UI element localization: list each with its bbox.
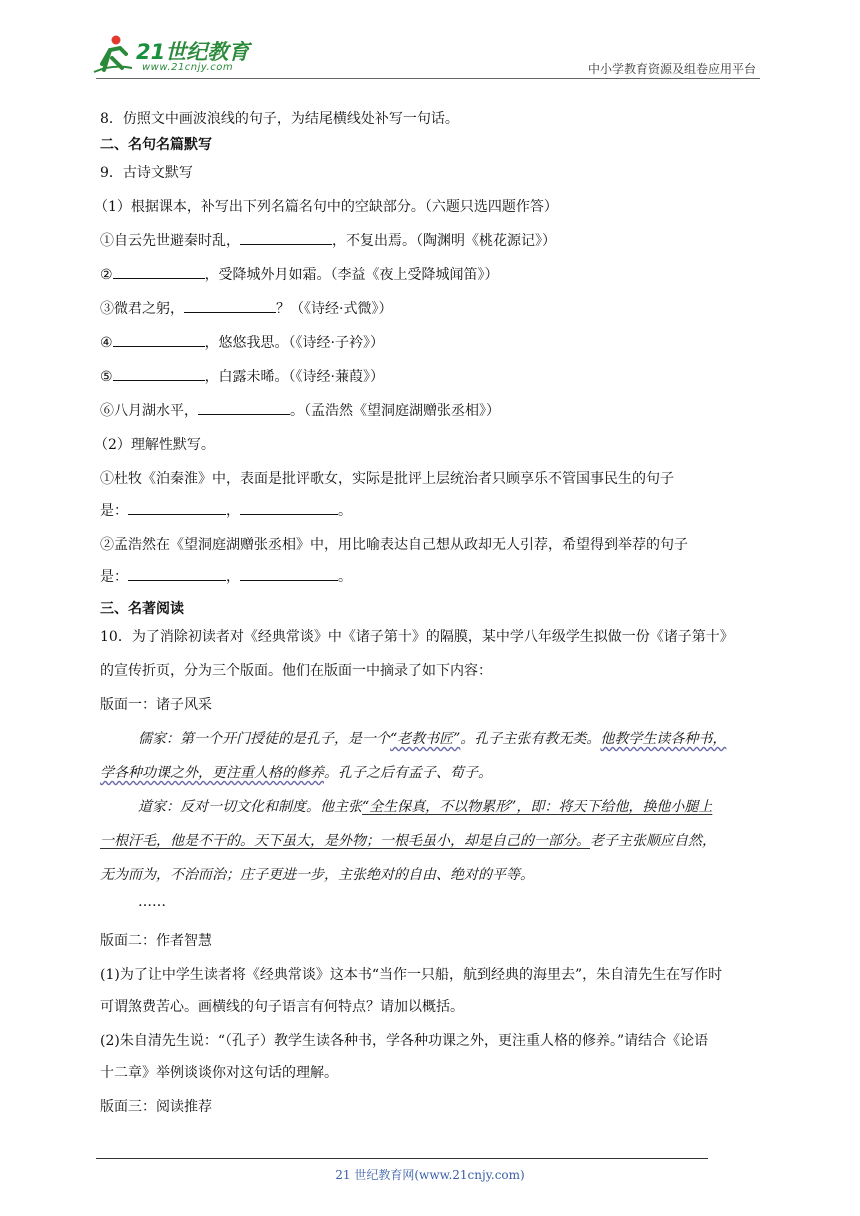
wavy-underlined-text: 他教学生读各种书， [600,731,727,747]
poem-1-suffix: ，不复出焉。（陶渊明《桃花源记》） [332,233,556,249]
poem-blank-3 [100,298,392,318]
logo-number: 21 [136,40,166,64]
sub-question-2-line1: (2)朱自清先生说：“（孔子）教学生读各种书，学各种功课之外，更注重人格的修养。”请结合《论语 [100,1033,709,1049]
underlined-text: “全生保真，不以物累形”，即：将天下给他，换他小腿上 [362,799,713,815]
question-10-line2: 的宣传折页，分为三个版面。他们在版面一中摘录了如下内容： [100,663,492,679]
confucian-line2 [100,762,492,782]
logo-chinese: 世纪教育 [165,40,250,64]
poem-4-prefix: ④ [100,335,113,351]
answer-blank[interactable] [113,332,205,347]
page-header [0,0,860,80]
runner-logo-icon [92,34,132,76]
footer-divider [96,1158,708,1159]
confucian-line1 [138,728,726,748]
poem-5-suffix: ，白露未晞。（《诗经·蒹葭》） [204,369,385,385]
confucian-text: 。孔子主张有教无类。 [460,731,601,747]
wavy-underlined-text: “老教书匠” [390,731,461,747]
poem-blank-1 [100,230,556,250]
period: 。 [338,503,352,519]
daoist-line1 [138,796,712,816]
panel-1-title: 版面一：诸子风采 [100,697,212,713]
poem-4-suffix: ，悠悠我思。（《诗经·子衿》） [204,335,385,351]
daoist-line2 [100,830,716,850]
understanding-2-line1: ②孟浩然在《望洞庭湖赠张丞相》中，用比喻表达自己想从政却无人引荐，希望得到举荐的句子 [100,537,688,553]
site-logo [92,34,262,78]
confucian-text: 。孔子之后有孟子、荀子。 [324,765,492,781]
underlined-text: 一根汗毛，他是不干的。天下虽大，是外物；一根毛虽小，却是自己的一部分。 [100,833,590,849]
poem-1-prefix: ①自云先世避秦时乱， [100,233,240,249]
period: 。 [338,569,352,585]
answer-blank[interactable] [113,264,205,279]
comma: ， [226,569,240,585]
poem-blank-2 [100,264,499,284]
poem-2-prefix: ② [100,267,113,283]
panel-3-title: 版面三：阅读推荐 [100,1099,212,1115]
confucian-text: 儒家：第一个开门授徒的是孔子，是一个 [138,731,390,747]
understanding-1-answer [100,500,352,520]
poem-blank-6 [100,400,500,420]
question-10-line1: 10．为了消除初读者对《经典常谈》中《诸子第十》的隔膜，某中学八年级学生拟做一份《诸子第十》 [100,629,734,645]
poem-blank-5 [100,366,384,386]
wavy-underlined-text: 学各种功课之外，更注重人格的修养 [100,765,324,781]
footer-text: 21 世纪教育网(www.21cnjy.com) [335,1168,525,1182]
section-3-title: 三、名著阅读 [100,601,184,617]
answer-prefix: 是： [100,503,128,519]
sub-question-1-line1: (1)为了让中学生读者将《经典常谈》这本书“当作一只船，航到经典的海里去”，朱自清先生在写作时 [100,967,723,983]
panel-2-title: 版面二：作者智慧 [100,933,212,949]
ellipsis: …… [138,894,166,910]
understanding-2-answer [100,566,352,586]
answer-blank[interactable] [128,500,226,515]
poem-6-suffix: 。（孟浩然《望洞庭湖赠张丞相》） [290,403,500,419]
poem-2-suffix: ，受降城外月如霜。（李益《夜上受降城闻笛》） [204,267,499,283]
answer-prefix: 是： [100,569,128,585]
question-9: 9．古诗文默写 [100,165,193,181]
answer-blank[interactable] [240,230,332,245]
platform-name: 中小学教育资源及组卷应用平台 [587,62,756,76]
daoist-text: 道家：反对一切文化和制度。他主张 [138,799,362,815]
question-9-part-1: （1）根据课本，补写出下列名篇名句中的空缺部分。（六题只选四题作答） [94,199,558,215]
answer-blank[interactable] [184,298,276,313]
header-divider [96,78,760,79]
poem-blank-4 [100,332,384,352]
daoist-line3: 无为而为，不治而治；庄子更进一步，主张绝对的自由、绝对的平等。 [100,867,534,883]
poem-6-prefix: ⑥八月湖水平， [100,403,198,419]
question-9-part-2: （2）理解性默写。 [94,437,215,453]
poem-3-suffix: ？（《诗经·式微》） [276,301,393,317]
question-8: 8．仿照文中画波浪线的句子，为结尾横线处补写一句话。 [100,111,459,127]
answer-blank[interactable] [240,500,338,515]
section-2-title: 二、名句名篇默写 [100,137,212,153]
logo-url: www.21cnjy.com [142,62,234,73]
answer-blank[interactable] [128,566,226,581]
answer-blank[interactable] [113,366,205,381]
answer-blank[interactable] [240,566,338,581]
poem-5-prefix: ⑤ [100,369,113,385]
answer-blank[interactable] [198,400,290,415]
understanding-1-line1: ①杜牧《泊秦淮》中，表面是批评歌女，实际是批评上层统治者只顾享乐不管国事民生的句子 [100,471,674,487]
poem-3-prefix: ③微君之躬， [100,301,184,317]
sub-question-2-line2: 十二章》举例谈谈你对这句话的理解。 [100,1065,338,1081]
comma: ， [226,503,240,519]
sub-question-1-line2: 可谓煞费苦心。画横线的句子语言有何特点？请加以概括。 [100,999,464,1015]
daoist-text: 老子主张顺应自然， [590,833,716,849]
